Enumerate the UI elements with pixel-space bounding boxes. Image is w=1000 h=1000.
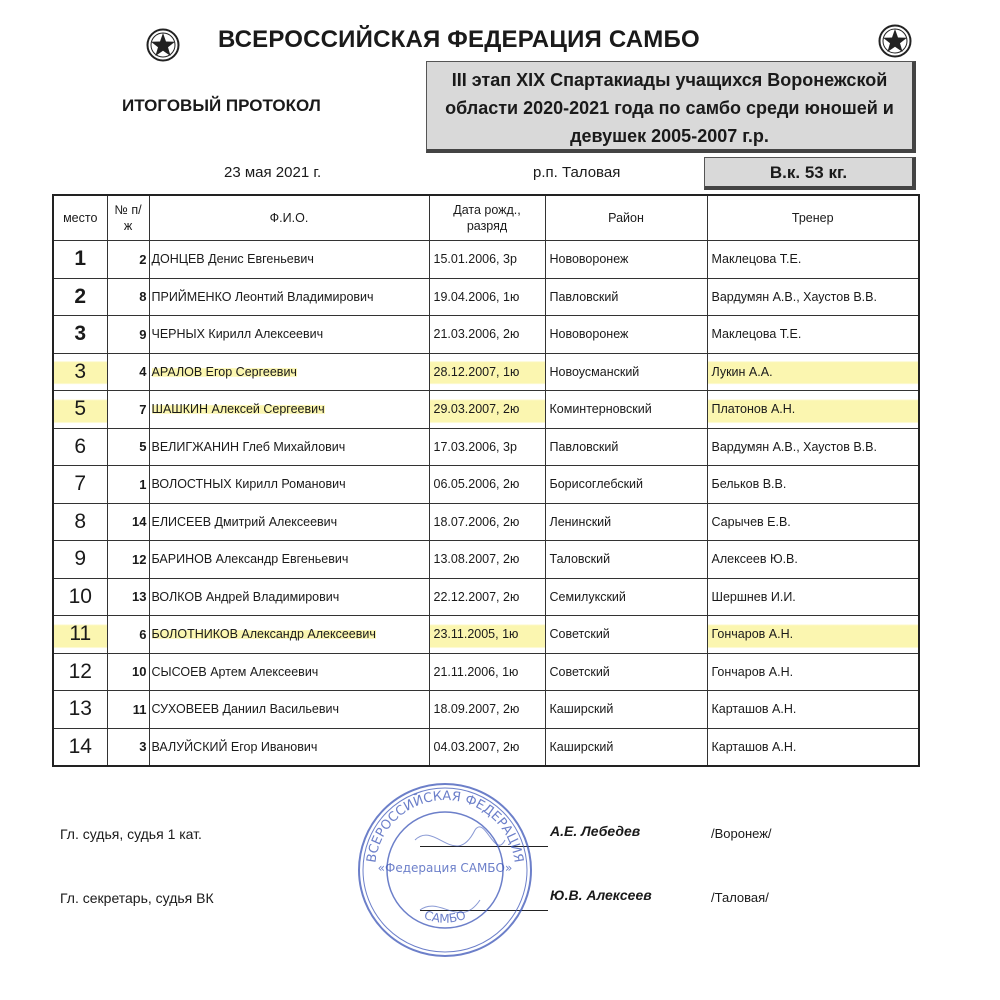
place-cell: 11 bbox=[53, 616, 107, 654]
table-row bbox=[53, 278, 919, 316]
number-cell: 12 bbox=[107, 541, 149, 579]
place-cell: 13 bbox=[53, 691, 107, 729]
coach-cell: Карташов А.Н. bbox=[707, 728, 919, 766]
coach-cell: Вардумян А.В., Хаустов В.В. bbox=[707, 428, 919, 466]
place-cell: 9 bbox=[53, 541, 107, 579]
event-title-box bbox=[426, 61, 916, 153]
competition-date: 23 мая 2021 г. bbox=[224, 164, 322, 181]
table-row bbox=[53, 653, 919, 691]
district-cell: Новоусманский bbox=[545, 353, 707, 391]
coach-cell: Шершнев И.И. bbox=[707, 578, 919, 616]
birth-cell: 15.01.2006, 3р bbox=[429, 241, 545, 279]
event-title-line: III этап XIX Спартакиады учащихся Воронежской bbox=[451, 70, 888, 90]
place-cell: 7 bbox=[53, 466, 107, 504]
place-cell: 3 bbox=[53, 353, 107, 391]
place-cell: 14 bbox=[53, 728, 107, 766]
chief-judge-city: /Воронеж/ bbox=[711, 826, 772, 841]
birth-cell: 17.03.2006, 3р bbox=[429, 428, 545, 466]
birth-cell: 23.11.2005, 1ю bbox=[429, 616, 545, 654]
chief-secretary-role: Гл. секретарь, судья ВК bbox=[60, 890, 214, 906]
name-cell: ШАШКИН Алексей Сергеевич bbox=[149, 391, 429, 429]
number-cell: 6 bbox=[107, 616, 149, 654]
table-row bbox=[53, 466, 919, 504]
district-cell: Нововоронеж bbox=[545, 241, 707, 279]
coach-cell: Лукин А.А. bbox=[707, 353, 919, 391]
coach-cell: Гончаров А.Н. bbox=[707, 653, 919, 691]
federation-stamp bbox=[355, 780, 535, 960]
table-row bbox=[53, 428, 919, 466]
name-cell: БОЛОТНИКОВ Александр Алексеевич bbox=[149, 616, 429, 654]
header-place: место bbox=[53, 195, 107, 241]
birth-cell: 06.05.2006, 2ю bbox=[429, 466, 545, 504]
table-header-row bbox=[53, 195, 919, 241]
chief-secretary-name: Ю.В. Алексеев bbox=[550, 887, 652, 903]
number-cell: 1 bbox=[107, 466, 149, 504]
number-cell: 7 bbox=[107, 391, 149, 429]
birth-cell: 28.12.2007, 1ю bbox=[429, 353, 545, 391]
district-cell: Семилукский bbox=[545, 578, 707, 616]
coach-cell: Вардумян А.В., Хаустов В.В. bbox=[707, 278, 919, 316]
name-cell: ПРИЙМЕНКО Леонтий Владимирович bbox=[149, 278, 429, 316]
name-cell: ВАЛУЙСКИЙ Егор Иванович bbox=[149, 728, 429, 766]
place-cell: 6 bbox=[53, 428, 107, 466]
name-cell: ВОЛКОВ Андрей Владимирович bbox=[149, 578, 429, 616]
birth-cell: 04.03.2007, 2ю bbox=[429, 728, 545, 766]
stamp-outer-text: ВСЕРОССИЙСКАЯ ФЕДЕРАЦИЯ bbox=[364, 788, 526, 864]
birth-cell: 21.11.2006, 1ю bbox=[429, 653, 545, 691]
birth-cell: 22.12.2007, 2ю bbox=[429, 578, 545, 616]
federation-title: ВСЕРОССИЙСКАЯ ФЕДЕРАЦИЯ САМБО bbox=[218, 26, 700, 53]
number-cell: 13 bbox=[107, 578, 149, 616]
table-row bbox=[53, 353, 919, 391]
table-row bbox=[53, 316, 919, 354]
number-cell: 9 bbox=[107, 316, 149, 354]
number-cell: 8 bbox=[107, 278, 149, 316]
district-cell: Советский bbox=[545, 616, 707, 654]
stamp-bottom-text: САМБО bbox=[422, 907, 468, 926]
name-cell: ЕЛИСЕЕВ Дмитрий Алексеевич bbox=[149, 503, 429, 541]
table-row bbox=[53, 541, 919, 579]
district-cell: Каширский bbox=[545, 728, 707, 766]
svg-text:ВСЕРОССИЙСКАЯ ФЕДЕРАЦИЯ bbox=[364, 789, 525, 864]
name-cell: СУХОВЕЕВ Даниил Васильевич bbox=[149, 691, 429, 729]
name-cell: АРАЛОВ Егор Сергеевич bbox=[149, 353, 429, 391]
stamp-inner-text: «Федерация САМБО» bbox=[377, 861, 513, 875]
name-cell: БАРИНОВ Александр Евгеньевич bbox=[149, 541, 429, 579]
district-cell: Советский bbox=[545, 653, 707, 691]
name-cell: ВЕЛИГЖАНИН Глеб Михайлович bbox=[149, 428, 429, 466]
place-cell: 1 bbox=[53, 241, 107, 279]
protocol-title: ИТОГОВЫЙ ПРОТОКОЛ bbox=[122, 96, 321, 115]
number-cell: 14 bbox=[107, 503, 149, 541]
table-row bbox=[53, 391, 919, 429]
number-cell: 10 bbox=[107, 653, 149, 691]
place-cell: 5 bbox=[53, 391, 107, 429]
number-cell: 2 bbox=[107, 241, 149, 279]
event-title-line: девушек 2005-2007 г.р. bbox=[570, 126, 769, 146]
birth-cell: 19.04.2006, 1ю bbox=[429, 278, 545, 316]
district-cell: Павловский bbox=[545, 278, 707, 316]
chief-secretary-city: /Таловая/ bbox=[711, 890, 769, 905]
svg-text:САМБО bbox=[422, 908, 467, 926]
district-cell: Коминтерновский bbox=[545, 391, 707, 429]
place-cell: 12 bbox=[53, 653, 107, 691]
results-table bbox=[52, 194, 920, 767]
place-cell: 2 bbox=[53, 278, 107, 316]
birth-cell: 21.03.2006, 2ю bbox=[429, 316, 545, 354]
coach-cell: Бельков В.В. bbox=[707, 466, 919, 504]
chief-judge-role: Гл. судья, судья 1 кат. bbox=[60, 826, 202, 842]
birth-cell: 29.03.2007, 2ю bbox=[429, 391, 545, 429]
weight-class: В.к. 53 кг. bbox=[704, 157, 916, 190]
table-row bbox=[53, 616, 919, 654]
table-row bbox=[53, 691, 919, 729]
coach-cell: Гончаров А.Н. bbox=[707, 616, 919, 654]
coach-cell: Маклецова Т.Е. bbox=[707, 316, 919, 354]
birth-cell: 13.08.2007, 2ю bbox=[429, 541, 545, 579]
name-cell: ЧЕРНЫХ Кирилл Алексеевич bbox=[149, 316, 429, 354]
header-name: Ф.И.О. bbox=[149, 195, 429, 241]
table-row bbox=[53, 728, 919, 766]
name-cell: ДОНЦЕВ Денис Евгеньевич bbox=[149, 241, 429, 279]
birth-cell: 18.07.2006, 2ю bbox=[429, 503, 545, 541]
header-num: № п/ж bbox=[107, 195, 149, 241]
number-cell: 11 bbox=[107, 691, 149, 729]
birth-cell: 18.09.2007, 2ю bbox=[429, 691, 545, 729]
event-title-line: области 2020-2021 года по самбо среди юношей и bbox=[445, 98, 894, 118]
district-cell: Павловский bbox=[545, 428, 707, 466]
sambo-emblem-left-icon bbox=[146, 28, 180, 62]
competition-place: р.п. Таловая bbox=[533, 164, 621, 181]
district-cell: Нововоронеж bbox=[545, 316, 707, 354]
district-cell: Таловский bbox=[545, 541, 707, 579]
header-district: Район bbox=[545, 195, 707, 241]
coach-cell: Карташов А.Н. bbox=[707, 691, 919, 729]
coach-cell: Платонов А.Н. bbox=[707, 391, 919, 429]
place-cell: 8 bbox=[53, 503, 107, 541]
name-cell: СЫСОЕВ Артем Алексеевич bbox=[149, 653, 429, 691]
coach-cell: Маклецова Т.Е. bbox=[707, 241, 919, 279]
coach-cell: Алексеев Ю.В. bbox=[707, 541, 919, 579]
header-coach: Тренер bbox=[707, 195, 919, 241]
district-cell: Каширский bbox=[545, 691, 707, 729]
number-cell: 5 bbox=[107, 428, 149, 466]
chief-judge-name: А.Е. Лебедев bbox=[550, 823, 641, 839]
coach-cell: Сарычев Е.В. bbox=[707, 503, 919, 541]
district-cell: Борисоглебский bbox=[545, 466, 707, 504]
sambo-emblem-right-icon bbox=[878, 24, 912, 58]
table-row bbox=[53, 578, 919, 616]
place-cell: 10 bbox=[53, 578, 107, 616]
number-cell: 3 bbox=[107, 728, 149, 766]
table-row bbox=[53, 241, 919, 279]
header-birth: Дата рожд., разряд bbox=[429, 195, 545, 241]
district-cell: Ленинский bbox=[545, 503, 707, 541]
name-cell: ВОЛОСТНЫХ Кирилл Романович bbox=[149, 466, 429, 504]
table-row bbox=[53, 503, 919, 541]
place-cell: 3 bbox=[53, 316, 107, 354]
number-cell: 4 bbox=[107, 353, 149, 391]
